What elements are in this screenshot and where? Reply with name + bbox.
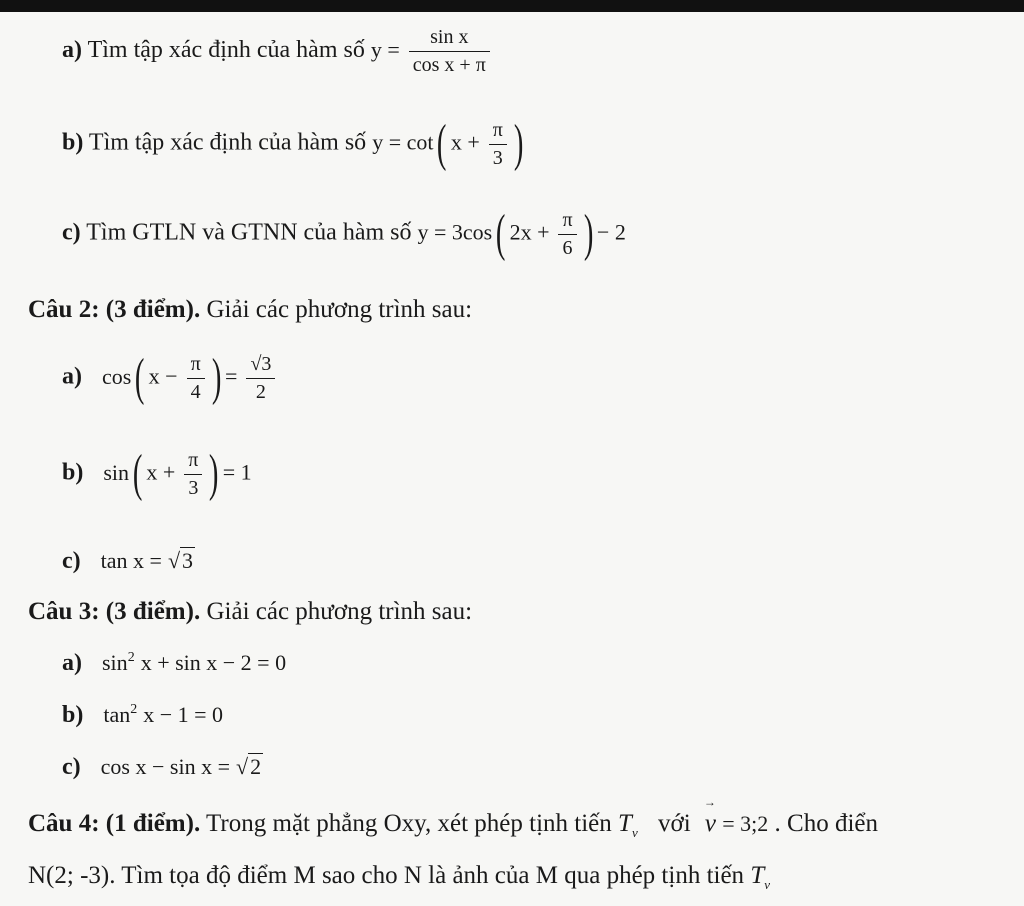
q2-c-line [62,548,195,575]
q3-c-lhs: cos x − sin x = [100,754,230,779]
q1-b-fraction [489,119,507,170]
q2-b-num: π [184,449,202,475]
q4-title: Câu 4: (1 điểm). [28,810,201,837]
q3-b-p2: x − 1 = 0 [143,702,224,727]
q1-a-num: sin x [409,26,490,52]
left-paren: ( [132,445,143,502]
q1-c-tail: − 2 [596,219,626,245]
q1-a-yeq: y = [370,37,400,63]
q1-c-den: 6 [562,236,573,259]
right-paren: ) [209,445,219,502]
q3-b-line [62,702,223,729]
q3-heading [28,598,472,626]
q2-b-inner: x + [146,459,176,485]
q3-a-line [62,650,286,677]
right-paren: ) [513,115,524,172]
q2-b-den: 3 [188,476,199,499]
q3-b-p1: tan [103,702,131,727]
q1-b-text: Tìm tập xác định của hàm số [88,129,367,156]
q1-a-text: Tìm tập xác định của hàm số [87,37,365,64]
q2-b-fraction [184,449,202,500]
q1-a-den: cos x + π [412,54,486,76]
q1-a-label: a) [62,37,82,64]
q2-a-eq: = [225,363,238,389]
q2-instruction: Giải các phương trình sau: [206,296,473,323]
q4-T2: T [750,862,765,889]
right-paren: ) [211,349,222,406]
left-paren: ( [437,115,447,172]
q2-a-rnum: √3 [246,353,275,379]
q1-a-line [62,26,493,77]
q4-line2: N(2; -3). Tìm tọa độ điểm M sao cho N là ảnh của M qua phép tịnh tiến [28,862,745,889]
q2-a-fn: cos [102,363,132,389]
q1-c-text: Tìm GTLN và GTNN của hàm số [86,219,412,246]
q1-b-num: π [489,119,507,145]
q3-a-p1: sin [102,650,128,675]
q2-a-line [62,349,278,406]
q3-a-exp: 2 [127,650,135,665]
q1-b-yeq: y = cot [372,129,434,155]
q3-c-rad: 2 [250,754,262,779]
q1-b-line [62,115,527,172]
q2-a-fraction [187,353,205,404]
q4-line-1 [28,810,878,841]
q2-title: Câu 2: (3 điểm). [28,296,201,323]
q1-c-inner: 2x + [509,219,550,245]
q2-a-num: π [187,353,205,379]
q4-veq: = 3;2 [722,811,769,836]
q4-T2-sub: v [764,877,770,892]
q3-c-line [62,754,263,781]
q1-b-den: 3 [492,146,503,169]
q1-c-label: c) [62,219,81,246]
q4-T: T [618,810,632,837]
q4-text2: . Cho điển [774,810,878,837]
q2-a-label: a) [62,363,82,390]
q4-text1: Trong mặt phẳng Oxy, xét phép tịnh tiến [206,810,612,837]
q1-c-fraction [558,209,576,260]
q3-title: Câu 3: (3 điểm). [28,598,201,625]
q2-b-eq: = 1 [222,459,252,485]
q3-c-sqrt: √2 [235,754,262,779]
q1-b-inner: x + [450,129,480,155]
q4-vector-v: → v [705,810,716,838]
q1-a-fraction [409,26,490,77]
q1-c-num: π [558,209,576,235]
q2-b-line [62,445,252,502]
q2-heading [28,296,472,324]
q1-b-label: b) [62,129,84,156]
q4-with: với [657,810,691,837]
q2-b-label: b) [62,459,84,486]
q2-b-fn: sin [103,459,130,485]
q2-a-den: 4 [190,380,201,403]
q3-instruction: Giải các phương trình sau: [206,598,473,625]
left-paren: ( [496,205,506,262]
q4-T-sub: v [631,825,638,840]
q2-a-rden: 2 [255,380,266,403]
left-paren: ( [135,349,145,406]
q2-a-inner: x − [148,363,178,389]
q2-c-rad: 3 [182,548,194,573]
q3-b-label: b) [62,702,84,728]
top-dark-bar [0,0,1024,12]
q1-c-yeq: y = 3cos [417,219,493,245]
right-paren: ) [583,205,594,262]
q1-c-line [62,205,626,262]
q3-c-label: c) [62,754,81,780]
q3-a-p2: x + sin x − 2 = 0 [140,650,287,675]
q2-c-label: c) [62,548,81,574]
q2-c-lhs: tan x = [100,548,162,573]
q3-a-label: a) [62,650,82,676]
q4-line-2 [28,862,770,893]
q2-c-sqrt: √3 [167,548,194,573]
q2-a-rhs-fraction [246,353,275,404]
q3-b-exp: 2 [130,702,138,717]
